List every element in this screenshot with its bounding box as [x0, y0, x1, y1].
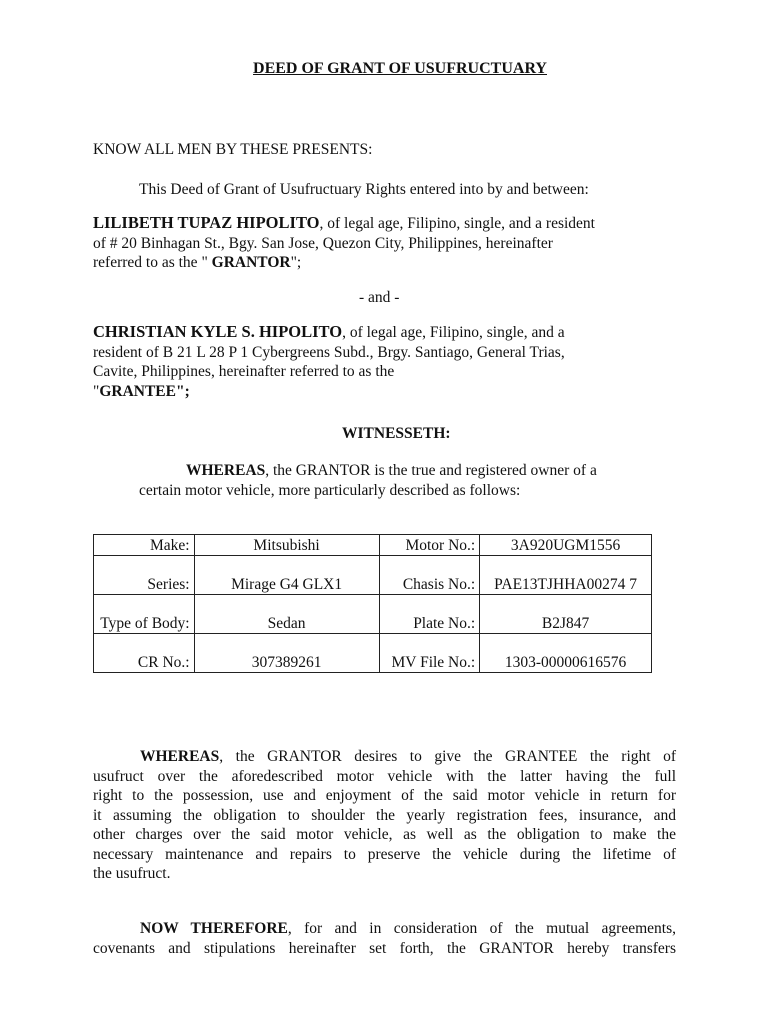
whereas-2-line-4: it assuming the obligation to shoulder the yearly registration fees, insurance, and [93, 806, 676, 824]
mv-file-no-value: 1303-00000616576 [480, 634, 652, 673]
opening-text: This Deed of Grant of Usufructuary Rights entered into by and between: [139, 181, 589, 198]
now-therefore-line-2: covenants and stipulations hereinafter set forth, the GRANTOR hereby transfers [93, 939, 676, 957]
now-therefore-line-1: , for and in consideration of the mutual agreements, [287, 920, 676, 937]
table-row [94, 535, 652, 556]
whereas-2-line-2: usufruct over the aforedescribed motor vehicle with the latter having the full [93, 767, 676, 785]
whereas-2-line-6: necessary maintenance and repairs to preserve the vehicle during the lifetime of [93, 845, 676, 863]
whereas-2-line-7: the usufruct. [93, 865, 171, 882]
grantee-line-3: Cavite, Philippines, hereinafter referred to as the [93, 363, 395, 380]
grantee-label: GRANTEE [99, 382, 176, 400]
grantor-line-1: , of legal age, Filipino, single, and a resident [319, 215, 595, 232]
whereas-1-line-1: , the GRANTOR is the true and registered owner of a [265, 462, 597, 479]
chasis-no-value: PAE13TJHHA00274 7 [480, 556, 652, 595]
table-row [94, 634, 652, 673]
whereas-2-line-1: , the GRANTOR desires to give the GRANTEE the right of [219, 748, 676, 765]
grantee-line-4-end: "; [175, 382, 190, 400]
whereas-1-paragraph [139, 461, 676, 500]
table-row [94, 556, 652, 595]
cr-no-label: CR No.: [94, 634, 195, 673]
series-value: Mirage G4 GLX1 [194, 556, 379, 595]
grantor-line-3-end: "; [290, 254, 302, 271]
whereas-2-line-3: right to the possession, use and enjoyment of the said motor vehicle in return for [93, 787, 676, 804]
whereas-1-lead: WHEREAS [186, 462, 266, 479]
chasis-no-label: Chasis No.: [379, 556, 480, 595]
grantee-name: CHRISTIAN KYLE S. HIPOLITO [93, 322, 343, 341]
grantee-line-1: , of legal age, Filipino, single, and a [342, 324, 565, 341]
now-therefore-lead: NOW THEREFORE [140, 920, 288, 937]
document-title: DEED OF GRANT OF USUFRUCTUARY [253, 60, 547, 77]
plate-no-value: B2J847 [480, 595, 652, 634]
make-value: Mitsubishi [194, 535, 379, 556]
grantor-paragraph [93, 213, 676, 273]
type-of-body-value: Sedan [194, 595, 379, 634]
type-of-body-label: Type of Body: [94, 595, 195, 634]
whereas-2-line-5: other charges over the said motor vehicle, as well as the obligation to make the [93, 826, 676, 843]
mv-file-no-label: MV File No.: [379, 634, 480, 673]
grantor-line-3: referred to as the " [93, 254, 212, 271]
plate-no-label: Plate No.: [379, 595, 480, 634]
grantee-line-4: " [93, 382, 100, 400]
table-row [94, 595, 652, 634]
grantee-paragraph [93, 322, 676, 401]
whereas-2-paragraph [93, 747, 676, 884]
grantee-line-2: resident of B 21 L 28 P 1 Cybergreens Subd., Brgy. Santiago, General Trias, [93, 343, 565, 361]
vehicle-table [93, 534, 652, 673]
motor-no-value: 3A920UGM1556 [480, 535, 652, 556]
whereas-1-line-2: certain motor vehicle, more particularly described as follows: [139, 481, 521, 499]
grantor-line-2: of # 20 Binhagan St., Bgy. San Jose, Quezon City, Philippines, hereinafter [93, 234, 553, 252]
now-therefore-paragraph [93, 919, 676, 958]
whereas-2-lead: WHEREAS [140, 748, 220, 765]
cr-no-value: 307389261 [194, 634, 379, 673]
series-label: Series: [94, 556, 195, 595]
intro-text: KNOW ALL MEN BY THESE PRESENTS: [93, 141, 373, 158]
grantor-label: GRANTOR [211, 254, 291, 271]
grantor-name: LILIBETH TUPAZ HIPOLITO [93, 213, 320, 232]
and-separator: - and - [359, 289, 400, 306]
witnesseth-heading: WITNESSETH: [342, 425, 451, 442]
motor-no-label: Motor No.: [379, 535, 480, 556]
make-label: Make: [94, 535, 195, 556]
